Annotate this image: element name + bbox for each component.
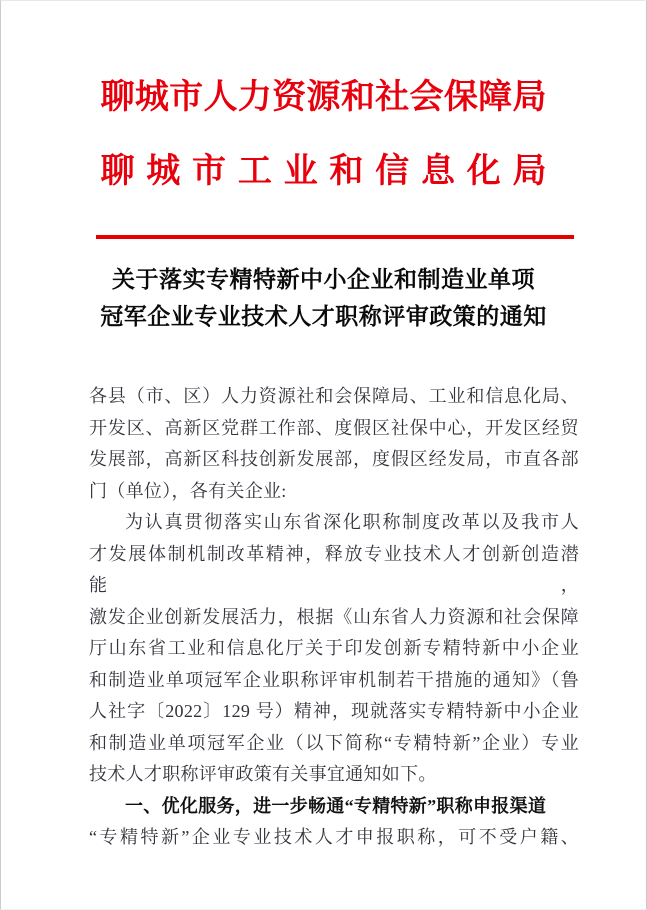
notice-title-line-2: 冠军企业专业技术人才职称评审政策的通知	[100, 304, 547, 329]
addressee-line: 门（单位），各有关企业:	[89, 480, 287, 501]
body-line: 技术人才职称评审政策有关事宜通知如下。	[89, 764, 437, 784]
body-line: 和制造业单项冠军企业（以下简称“专精特新”企业）专业	[89, 732, 579, 753]
body-line: 才发展体制机制改革精神，释放专业技术人才创新创造潜能，	[89, 543, 579, 595]
red-divider-rule	[96, 235, 574, 239]
notice-title	[1, 261, 646, 335]
letterhead-org-name-2: 聊城市工业和信息化局	[100, 153, 547, 190]
body-line: 激发企业创新发展活力，根据《山东省人力资源和社会保障	[89, 606, 579, 627]
body-line: 人社字〔2022〕129 号）精神，现就落实专精特新中小企业	[89, 701, 579, 721]
body-line: 厅山东省工业和信息化厅关于印发创新专精特新中小企业	[89, 638, 579, 658]
body-line: “专精特新”企业专业技术人才申报职称，可不受户籍、	[89, 827, 579, 847]
body-line: 和制造业单项冠军企业职称评审机制若干措施的通知》（鲁	[89, 669, 579, 690]
letterhead-org-name-1: 聊城市人力资源和社会保障局	[100, 79, 547, 116]
addressee-line: 开发区、高新区党群工作部、度假区社保中心，开发区经贸	[89, 417, 579, 438]
notice-body	[89, 381, 579, 854]
body-line: 为认真贯彻落实山东省深化职称制度改革以及我市人	[125, 512, 579, 532]
addressee-line: 各县（市、区）人力资源社和会保障局、工业和信息化局、	[89, 386, 579, 406]
notice-title-line-1: 关于落实专精特新中小企业和制造业单项	[112, 267, 535, 292]
addressee-line: 发展部，高新区科技创新发展部，度假区经发局，市直各部	[89, 449, 579, 469]
section-heading: 一、优化服务，进一步畅通“专精特新”职称申报渠道	[125, 795, 547, 816]
letterhead	[1, 77, 646, 193]
